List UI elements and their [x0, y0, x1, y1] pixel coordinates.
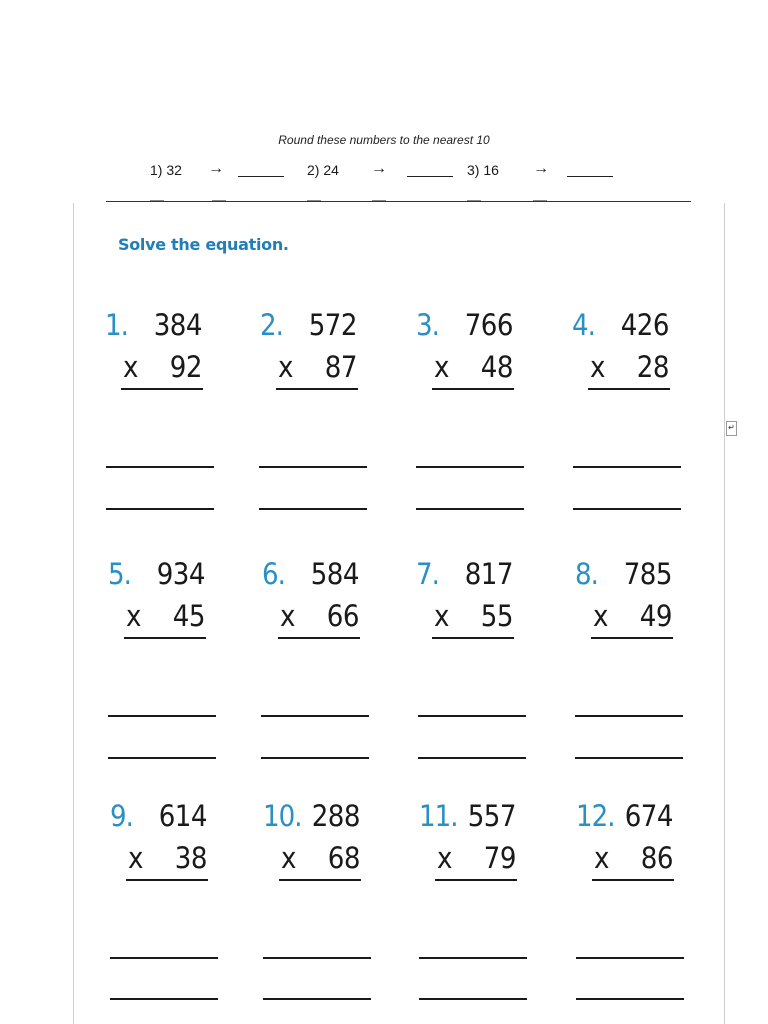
- rounding-label: 1) 32: [150, 162, 182, 178]
- answer-line[interactable]: [106, 508, 214, 510]
- answer-line[interactable]: [416, 466, 524, 468]
- rounding-label: 2) 24: [307, 162, 339, 178]
- problem-rule: [278, 637, 360, 639]
- problem-number: 8.: [575, 557, 598, 591]
- answer-line[interactable]: [261, 757, 369, 759]
- problem-10: [263, 799, 378, 889]
- multiply-sign: x: [594, 841, 610, 875]
- multiplicand: 817: [464, 557, 513, 591]
- answer-line[interactable]: [416, 508, 524, 510]
- problem-number: 1.: [105, 308, 128, 342]
- problem-2: [260, 308, 375, 398]
- answer-line[interactable]: [108, 757, 216, 759]
- problem-rule: [435, 879, 517, 881]
- multiplicand: 766: [464, 308, 513, 342]
- answer-line[interactable]: [573, 508, 681, 510]
- answer-line[interactable]: [110, 998, 218, 1000]
- clipped-text-fragment: [150, 196, 164, 201]
- rounding-item-2: [307, 160, 387, 178]
- problem-1: [105, 308, 220, 398]
- multiplicand: 572: [308, 308, 357, 342]
- multiplicand: 674: [624, 799, 673, 833]
- multiplier: 38: [174, 841, 207, 875]
- multiplicand: 785: [623, 557, 672, 591]
- multiplier: 55: [480, 599, 513, 633]
- problem-rule: [121, 388, 203, 390]
- answer-line[interactable]: [259, 508, 367, 510]
- problem-number: 6.: [262, 557, 285, 591]
- multiply-sign: x: [123, 350, 139, 384]
- answer-line[interactable]: [106, 466, 214, 468]
- multiplicand: 384: [153, 308, 202, 342]
- multiplicand: 557: [467, 799, 516, 833]
- problem-number: 2.: [260, 308, 283, 342]
- multiplier: 68: [327, 841, 360, 875]
- answer-line[interactable]: [263, 998, 371, 1000]
- rounding-row: [0, 162, 768, 186]
- problem-12: [576, 799, 691, 889]
- clipped-text-fragment: [372, 196, 386, 201]
- answer-line[interactable]: [261, 715, 369, 717]
- multiplier: 92: [169, 350, 202, 384]
- problem-number: 11.: [419, 799, 458, 833]
- multiply-sign: x: [437, 841, 453, 875]
- inset-border-right: [724, 203, 725, 1024]
- multiplicand: 426: [620, 308, 669, 342]
- multiply-sign: x: [280, 599, 296, 633]
- multiplier: 86: [640, 841, 673, 875]
- multiply-sign: x: [590, 350, 606, 384]
- problem-number: 12.: [576, 799, 615, 833]
- answer-line[interactable]: [576, 957, 684, 959]
- problem-number: 4.: [572, 308, 595, 342]
- multiplicand: 614: [158, 799, 207, 833]
- multiply-sign: x: [278, 350, 294, 384]
- answer-line[interactable]: [110, 957, 218, 959]
- answer-line[interactable]: [108, 715, 216, 717]
- problem-rule: [588, 388, 670, 390]
- right-arrow-icon: →: [208, 160, 224, 177]
- problem-number: 10.: [263, 799, 302, 833]
- clipped-text-fragment: [307, 196, 321, 201]
- multiply-sign: x: [434, 599, 450, 633]
- multiply-sign: x: [434, 350, 450, 384]
- multiplier: 45: [172, 599, 205, 633]
- answer-line[interactable]: [418, 715, 526, 717]
- answer-line[interactable]: [259, 466, 367, 468]
- problem-6: [262, 557, 377, 647]
- problem-number: 9.: [110, 799, 133, 833]
- problem-rule: [279, 879, 361, 881]
- answer-line[interactable]: [575, 757, 683, 759]
- multiplicand: 288: [311, 799, 360, 833]
- answer-blank[interactable]: [238, 176, 284, 177]
- multiply-sign: x: [128, 841, 144, 875]
- problem-number: 5.: [108, 557, 131, 591]
- multiplier: 87: [324, 350, 357, 384]
- answer-line[interactable]: [263, 957, 371, 959]
- answer-line[interactable]: [575, 715, 683, 717]
- multiply-sign: x: [593, 599, 609, 633]
- problem-rule: [432, 637, 514, 639]
- answer-line[interactable]: [418, 757, 526, 759]
- problem-3: [416, 308, 531, 398]
- problem-number: 7.: [416, 557, 439, 591]
- answer-line[interactable]: [419, 957, 527, 959]
- inset-border-left: [73, 203, 74, 1024]
- multiplicand: 584: [310, 557, 359, 591]
- problem-number: 3.: [416, 308, 439, 342]
- clipped-text-fragment: [533, 196, 547, 201]
- rounding-item-3: [467, 160, 549, 178]
- clipped-text-fragment: [212, 196, 226, 201]
- answer-blank[interactable]: [567, 176, 613, 177]
- problem-rule: [276, 388, 358, 390]
- multiply-sign: x: [281, 841, 297, 875]
- worksheet-instruction: Round these numbers to the nearest 10: [278, 133, 490, 147]
- multiplier: 48: [480, 350, 513, 384]
- problem-11: [419, 799, 534, 889]
- worksheet-title: Solve the equation.: [118, 235, 289, 254]
- rounding-item-1: [150, 160, 224, 178]
- multiplier: 66: [326, 599, 359, 633]
- problem-rule: [432, 388, 514, 390]
- multiplicand: 934: [156, 557, 205, 591]
- problem-rule: [591, 637, 673, 639]
- problem-rule: [592, 879, 674, 881]
- answer-line[interactable]: [419, 998, 527, 1000]
- problem-rule: [124, 637, 206, 639]
- answer-line[interactable]: [573, 466, 681, 468]
- problem-rule: [126, 879, 208, 881]
- answer-blank[interactable]: [407, 176, 453, 177]
- problem-7: [416, 557, 531, 647]
- multiply-sign: x: [126, 599, 142, 633]
- clipped-text-fragment: [467, 196, 481, 201]
- problem-9: [110, 799, 225, 889]
- rounding-label: 3) 16: [467, 162, 499, 178]
- anchor-marker-icon: ↵: [726, 421, 737, 436]
- right-arrow-icon: →: [371, 160, 387, 177]
- problem-8: [575, 557, 690, 647]
- right-arrow-icon: →: [533, 160, 549, 177]
- problem-4: [572, 308, 687, 398]
- multiplier: 28: [636, 350, 669, 384]
- multiplier: 49: [639, 599, 672, 633]
- answer-line[interactable]: [576, 998, 684, 1000]
- multiplier: 79: [483, 841, 516, 875]
- problem-5: [108, 557, 223, 647]
- section-divider: [106, 201, 691, 202]
